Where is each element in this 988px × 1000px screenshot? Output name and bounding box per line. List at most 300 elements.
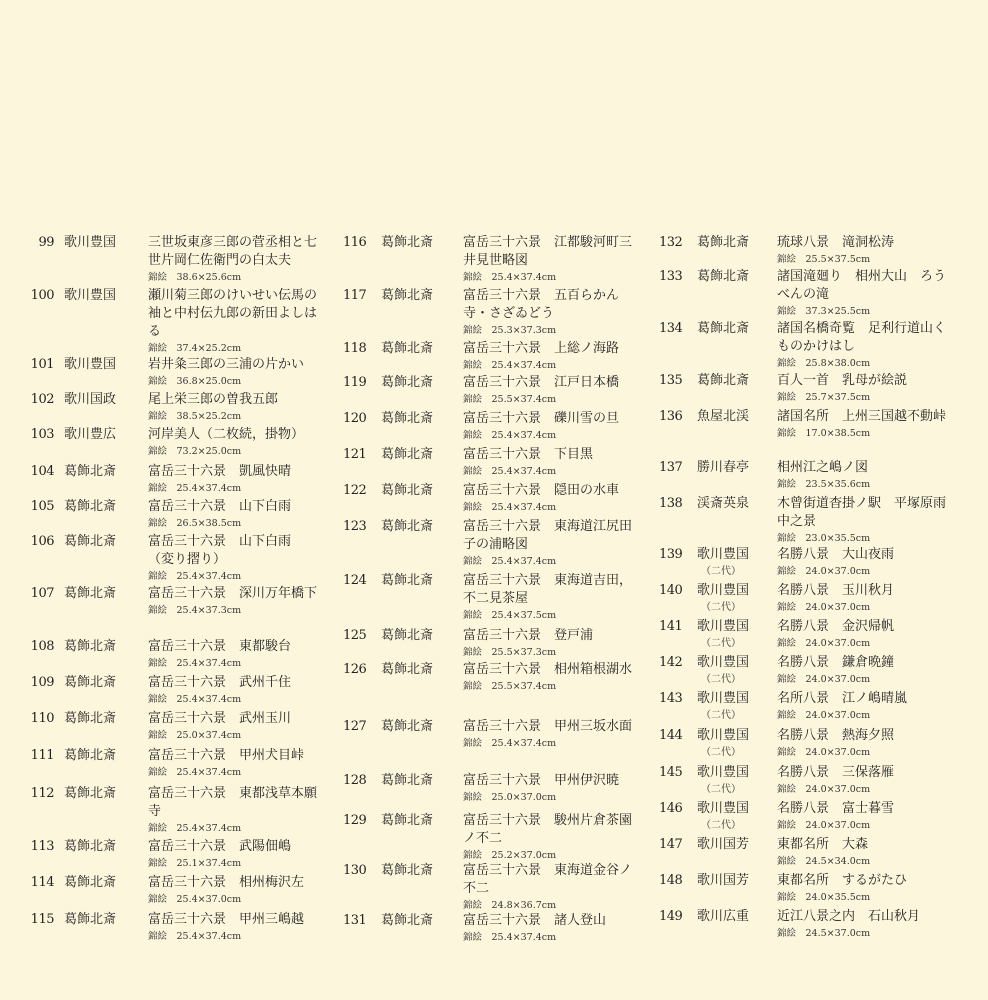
artist-name: 歌川豊国 [697,547,750,562]
entry-title-block [463,446,633,478]
entry-media: 錦絵 25.4×37.4cm [148,483,242,494]
artist-name: 葛飾北斎 [381,773,434,788]
entry-title-block [777,727,953,759]
entry-number: 102 [30,392,54,407]
entry-artist [64,911,146,929]
entry-title-block [777,872,953,904]
entry-artist [381,862,463,880]
entry-media: 錦絵 25.4×37.4cm [463,430,557,441]
artist-name: 葛飾北斎 [697,373,750,388]
entry-title-block [148,356,318,388]
entry-title-block [463,234,633,284]
entry-number: 136 [659,409,683,424]
entry-title: 琉球八景 滝洞松涛 [777,235,895,250]
entry-number: 133 [659,269,683,284]
artist-name: 歌川豊国 [64,288,117,303]
entry-media: 錦絵 24.0×35.5cm [777,892,871,903]
artist-name: 歌川豊広 [64,427,117,442]
entry-number: 131 [343,913,367,928]
entry-artist [697,654,779,687]
entry-media: 錦絵 24.0×37.0cm [777,784,871,795]
artist-name: 歌川国芳 [697,837,750,852]
entry-artist [64,234,146,252]
entry-number: 123 [343,519,367,534]
entry-title-block [463,812,633,862]
artist-name: 葛飾北斎 [64,711,117,726]
entry-title: 富岳三十六景 武州玉川 [148,711,292,726]
entry-title-block [777,372,953,404]
entry-title-block [463,572,633,622]
artist-name: 葛飾北斎 [381,813,434,828]
entry-media: 錦絵 26.5×38.5cm [148,518,242,529]
entry-media: 錦絵 25.4×37.4cm [148,823,242,834]
entry-title: 東都名所 大森 [777,837,869,852]
entry-title-block [777,582,953,614]
entry-number: 139 [659,547,683,562]
artist-generation: （二代） [701,784,741,795]
entry-title-block [777,320,953,370]
entry-number: 143 [659,691,683,706]
entry-title: 富岳三十六景 東都浅草本願寺 [148,786,318,819]
entry-title: 富岳三十六景 駿州片倉茶園ノ不二 [463,813,633,846]
entry-number: 108 [30,639,54,654]
entry-number: 130 [343,863,367,878]
entry-artist [64,710,146,728]
entry-media: 錦絵 25.4×37.4cm [148,571,242,582]
entry-title-block [777,654,953,686]
entry-title-block [777,408,953,440]
entry-number: 148 [659,873,683,888]
entry-media: 錦絵 36.8×25.0cm [148,376,242,387]
entry-artist [697,800,779,833]
artist-name: 歌川豊国 [697,765,750,780]
entry-number: 135 [659,373,683,388]
artist-generation: （二代） [701,674,741,685]
entry-number: 107 [30,586,54,601]
entry-number: 111 [30,748,54,763]
entry-media: 錦絵 25.0×37.4cm [148,730,242,741]
entry-artist [697,727,779,760]
entry-artist [381,518,463,536]
artist-name: 歌川豊国 [697,619,750,634]
entry-number: 134 [659,321,683,336]
entry-number: 115 [30,912,54,927]
entry-media: 錦絵 25.5×37.5cm [777,254,871,265]
entry-artist [381,627,463,645]
artist-generation: （二代） [701,638,741,649]
entry-title-block [463,862,633,912]
entry-title: 岩井粂三郎の三浦の片かい [148,357,305,372]
artist-name: 葛飾北斎 [64,639,117,654]
entry-artist [64,426,146,444]
entry-number: 113 [30,839,54,854]
entry-artist [381,772,463,790]
entry-title-block [777,690,953,722]
entry-title: 諸国名所 上州三国越不動峠 [777,409,947,424]
artist-name: 葛飾北斎 [381,573,434,588]
entry-number: 145 [659,765,683,780]
entry-title: 富岳三十六景 甲州伊沢暁 [463,773,620,788]
entry-artist [697,408,779,426]
entry-media: 錦絵 25.0×37.0cm [463,792,557,803]
entry-title: 名勝八景 鎌倉晩鐘 [777,655,895,670]
entry-title: 名勝八景 玉川秋月 [777,583,895,598]
artist-name: 葛飾北斎 [381,913,434,928]
entry-number: 124 [343,573,367,588]
entry-number: 132 [659,235,683,250]
artist-name: 歌川豊国 [697,691,750,706]
entry-media: 錦絵 25.4×37.4cm [463,556,557,567]
artist-name: 歌川国政 [64,392,117,407]
artist-name: 歌川豊国 [697,728,750,743]
entry-title: 富岳三十六景 東海道金谷ノ不二 [463,863,633,896]
entry-media: 錦絵 25.4×37.4cm [148,931,242,942]
entry-media: 錦絵 25.4×37.0cm [148,894,242,905]
artist-name: 葛飾北斎 [381,628,434,643]
entry-title-block [777,495,953,545]
entry-artist [381,718,463,736]
entry-title: 富岳三十六景 下目黒 [463,447,594,462]
entry-title: 富岳三十六景 山下白雨 [148,499,292,514]
artist-name: 葛飾北斎 [381,235,434,250]
entry-title: 富岳三十六景 隠田の水車 [463,483,620,498]
entry-artist [64,356,146,374]
entry-title-block [777,546,953,578]
entry-artist [697,546,779,579]
entry-title: 富岳三十六景 諸人登山 [463,913,607,928]
entry-number: 149 [659,909,683,924]
entry-media: 錦絵 24.0×37.0cm [777,674,871,685]
entry-title-block [777,908,953,940]
entry-media: 錦絵 24.5×37.0cm [777,928,871,939]
entry-number: 126 [343,662,367,677]
artist-name: 魚屋北渓 [697,409,750,424]
entry-number: 109 [30,675,54,690]
entry-media: 錦絵 25.4×37.5cm [463,610,557,621]
entry-title-block [148,287,318,355]
entry-title-block [148,533,318,583]
entry-artist [697,690,779,723]
entry-title-block [148,426,318,458]
artist-name: 葛飾北斎 [381,341,434,356]
artist-generation: （二代） [701,747,741,758]
entry-media: 錦絵 24.0×37.0cm [777,820,871,831]
entry-number: 119 [343,375,367,390]
entry-number: 125 [343,628,367,643]
entry-media: 錦絵 25.1×37.4cm [148,858,242,869]
entry-title: 富岳三十六景 甲州犬目峠 [148,748,305,763]
entry-title: 富岳三十六景 甲州三坂水面 [463,719,633,734]
entry-title-block [148,585,318,617]
artist-name: 葛飾北斎 [381,662,434,677]
entry-number: 117 [343,288,367,303]
entry-title: 富岳三十六景 東都駿台 [148,639,292,654]
entry-artist [64,747,146,765]
entry-number: 140 [659,583,683,598]
entry-artist [381,812,463,830]
entry-artist [697,908,779,926]
entry-title-block [777,234,953,266]
entry-number: 103 [30,427,54,442]
entry-title-block [463,374,633,406]
entry-media: 錦絵 24.0×37.0cm [777,638,871,649]
entry-media: 錦絵 25.5×37.4cm [463,681,557,692]
entry-number: 112 [30,786,54,801]
entry-artist [697,495,779,513]
entry-title: 名勝八景 大山夜雨 [777,547,895,562]
artist-name: 葛飾北斎 [64,912,117,927]
entry-artist [697,234,779,252]
entry-title: 富岳三十六景 上総ノ海路 [463,341,620,356]
entry-title: 富岳三十六景 相州箱根湖水 [463,662,633,677]
entry-media: 錦絵 23.5×35.6cm [777,479,871,490]
entry-number: 104 [30,464,54,479]
entry-artist [64,585,146,603]
entry-number: 137 [659,460,683,475]
artist-generation: （二代） [701,566,741,577]
entry-number: 129 [343,813,367,828]
artist-generation: （二代） [701,602,741,613]
entry-artist [381,661,463,679]
artist-name: 葛飾北斎 [64,464,117,479]
entry-title-block [777,459,953,491]
artist-name: 歌川豊国 [697,801,750,816]
entry-artist [697,618,779,651]
entry-artist [64,498,146,516]
entry-artist [64,638,146,656]
artist-name: 葛飾北斎 [381,288,434,303]
entry-media: 錦絵 25.4×37.4cm [148,694,242,705]
artist-name: 葛飾北斎 [697,269,750,284]
entry-title-block [148,498,318,530]
entry-number: 128 [343,773,367,788]
entry-title-block [777,268,953,318]
entry-title-block [463,410,633,442]
entry-artist [697,582,779,615]
entry-title: 名勝八景 熱海夕照 [777,728,895,743]
entry-number: 141 [659,619,683,634]
entry-artist [381,572,463,590]
entry-number: 144 [659,728,683,743]
artist-name: 葛飾北斎 [64,534,117,549]
artist-name: 葛飾北斎 [381,483,434,498]
entry-title: 諸国名橋奇覧 足利行道山くものかけはし [777,321,947,354]
entry-title-block [148,391,318,423]
entry-media: 錦絵 25.4×37.4cm [148,658,242,669]
entry-title-block [148,710,318,742]
entry-title-block [148,638,318,670]
entry-number: 118 [343,341,367,356]
entry-artist [64,287,146,305]
artist-name: 歌川豊国 [697,655,750,670]
entry-artist [697,764,779,797]
entry-artist [697,836,779,854]
entry-title-block [777,764,953,796]
entry-title: 名勝八景 三保落雁 [777,765,895,780]
entry-media: 錦絵 37.4×25.2cm [148,343,242,354]
entry-media: 錦絵 25.2×37.0cm [463,850,557,861]
entry-title-block [148,674,318,706]
entry-title: 相州江之嶋ノ図 [777,460,869,475]
entry-number: 122 [343,483,367,498]
entry-number: 138 [659,496,683,511]
entry-artist [697,372,779,390]
artist-name: 歌川豊国 [697,583,750,598]
entry-artist [381,446,463,464]
artist-name: 葛飾北斎 [64,875,117,890]
artist-name: 葛飾北斎 [381,411,434,426]
artist-name: 葛飾北斎 [381,863,434,878]
entry-number: 147 [659,837,683,852]
entry-title-block [777,836,953,868]
entry-artist [64,674,146,692]
entry-title: 富岳三十六景 武陽佃嶋 [148,839,292,854]
entry-title: 富岳三十六景 凱風快晴 [148,464,292,479]
entry-media: 錦絵 25.4×37.4cm [463,502,557,513]
entry-title: 尾上栄三郎の曽我五郎 [148,392,279,407]
artist-generation: （二代） [701,710,741,721]
entry-artist [381,410,463,428]
entry-artist [697,459,779,477]
entry-artist [64,838,146,856]
entry-number: 110 [30,711,54,726]
entry-media: 錦絵 25.8×38.0cm [777,358,871,369]
entry-artist [64,463,146,481]
entry-title: 富岳三十六景 五百らかん寺・さざゐどう [463,288,620,321]
entry-artist [381,912,463,930]
entry-title: 富岳三十六景 甲州三嶋越 [148,912,305,927]
artist-name: 葛飾北斎 [64,839,117,854]
artist-name: 葛飾北斎 [64,499,117,514]
artist-name: 葛飾北斎 [697,235,750,250]
entry-title: 富岳三十六景 登戸浦 [463,628,594,643]
entry-artist [381,482,463,500]
entry-artist [697,320,779,338]
entry-title: 三世坂東彦三郎の菅丞相と七世片岡仁佐衛門の白太夫 [148,235,318,268]
entry-title-block [148,463,318,495]
entry-artist [381,234,463,252]
entry-title: 富岳三十六景 江戸日本橋 [463,375,620,390]
entry-number: 142 [659,655,683,670]
entry-media: 錦絵 37.3×25.5cm [777,306,871,317]
entry-title: 富岳三十六景 東海道江尻田子の浦略図 [463,519,633,552]
entry-title-block [148,747,318,779]
entry-title: 名勝八景 富士暮雪 [777,801,895,816]
entry-media: 錦絵 23.0×35.5cm [777,533,871,544]
entry-media: 錦絵 17.0×38.5cm [777,428,871,439]
entry-artist [64,874,146,892]
artist-name: 葛飾北斎 [381,447,434,462]
artist-name: 葛飾北斎 [64,586,117,601]
entry-title-block [148,785,318,835]
entry-title-block [148,911,318,943]
artist-name: 葛飾北斎 [697,321,750,336]
entry-title: 諸国滝廻り 相州大山 ろうべんの滝 [777,269,947,302]
artist-name: 歌川国芳 [697,873,750,888]
artist-name: 葛飾北斎 [64,748,117,763]
entry-title-block [463,340,633,372]
entry-title: 名所八景 江ノ嶋晴嵐 [777,691,908,706]
entry-title: 富岳三十六景 礫川雪の旦 [463,411,620,426]
entry-media: 錦絵 25.5×37.3cm [463,647,557,658]
entry-artist [381,340,463,358]
entry-media: 錦絵 24.5×34.0cm [777,856,871,867]
entry-number: 99 [38,235,54,250]
entry-artist [381,287,463,305]
entry-number: 127 [343,719,367,734]
entry-title: 木曾街道杳掛ノ駅 平塚原雨中之景 [777,496,947,529]
entry-media: 錦絵 25.5×37.4cm [463,394,557,405]
entry-title: 富岳三十六景 東海道吉田，不二見茶屋 [463,573,633,606]
entry-media: 錦絵 38.6×25.6cm [148,272,242,283]
entry-media: 錦絵 25.4×37.4cm [463,932,557,943]
entry-title-block [148,234,318,284]
entry-title-block [777,800,953,832]
entry-title: 富岳三十六景 江都駿河町三井見世略図 [463,235,633,268]
artist-generation: （二代） [701,820,741,831]
entry-media: 錦絵 25.4×37.4cm [463,738,557,749]
entry-title-block [463,772,633,804]
entry-media: 錦絵 25.7×37.5cm [777,392,871,403]
entry-number: 116 [343,235,367,250]
artist-name: 渓斎英泉 [697,496,750,511]
entry-media: 錦絵 24.0×37.0cm [777,710,871,721]
entry-title: 河岸美人（二枚続，掛物） [148,427,305,442]
entry-media: 錦絵 25.4×37.3cm [148,605,242,616]
entry-artist [64,533,146,551]
entry-media: 錦絵 25.4×37.4cm [463,360,557,371]
entry-title-block [148,838,318,870]
entry-title: 富岳三十六景 山下白雨 （変り摺り） [148,534,305,567]
entry-media: 錦絵 38.5×25.2cm [148,411,242,422]
entry-media: 錦絵 25.4×37.4cm [463,272,557,283]
entry-number: 101 [30,357,54,372]
entry-media: 錦絵 24.0×37.0cm [777,747,871,758]
entry-title-block [148,874,318,906]
entry-media: 錦絵 73.2×25.0cm [148,446,242,457]
entry-title-block [463,518,633,568]
entry-number: 100 [30,288,54,303]
entry-number: 106 [30,534,54,549]
artist-name: 歌川豊国 [64,235,117,250]
entry-number: 146 [659,801,683,816]
artist-name: 勝川春亭 [697,460,750,475]
entry-title: 名勝八景 金沢帰帆 [777,619,895,634]
entry-number: 105 [30,499,54,514]
entry-title: 富岳三十六景 深川万年橋下 [148,586,318,601]
entry-number: 121 [343,447,367,462]
entry-title-block [777,618,953,650]
entry-media: 錦絵 25.4×37.4cm [148,767,242,778]
artist-name: 葛飾北斎 [64,675,117,690]
entry-title-block [463,287,633,337]
entry-title: 富岳三十六景 相州梅沢左 [148,875,305,890]
artist-name: 葛飾北斎 [381,719,434,734]
entry-title-block [463,661,633,693]
entry-media: 錦絵 24.0×37.0cm [777,566,871,577]
entry-artist [697,268,779,286]
entry-number: 120 [343,411,367,426]
entry-number: 114 [30,875,54,890]
entry-media: 錦絵 24.0×37.0cm [777,602,871,613]
artist-name: 葛飾北斎 [64,786,117,801]
entry-media: 錦絵 25.4×37.4cm [463,466,557,477]
entry-title: 富岳三十六景 武州千住 [148,675,292,690]
entry-artist [697,872,779,890]
entry-title: 瀬川菊三郎のけいせい伝馬の袖と中村伝九郎の新田よしはる [148,288,318,339]
entry-title-block [463,718,633,750]
artist-name: 歌川広重 [697,909,750,924]
